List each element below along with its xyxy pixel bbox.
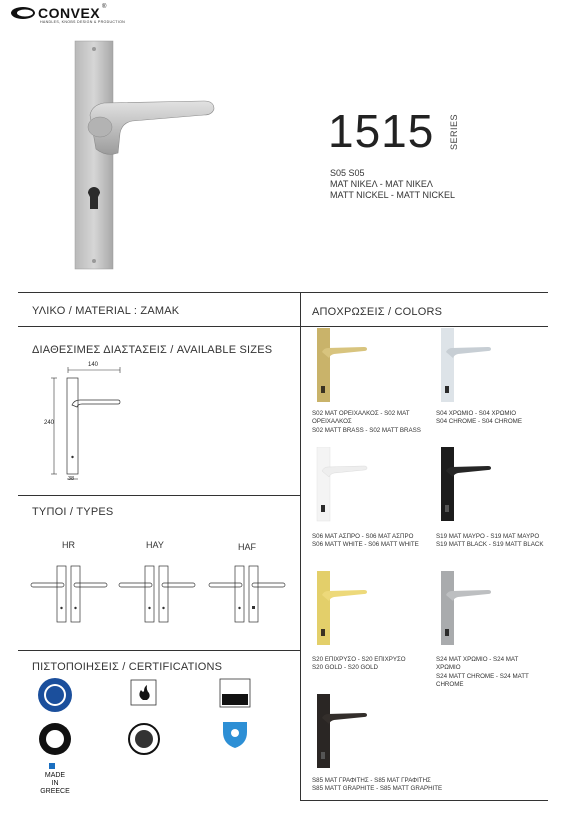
- made-line-3: GREECE: [40, 788, 70, 795]
- dim-width: 140: [88, 362, 99, 368]
- type-haf-drawing: [208, 556, 288, 626]
- handle-chrome-image: [436, 328, 506, 404]
- color-label-s06: [312, 533, 432, 550]
- material-heading: ΥΛΙΚΟ / MATERIAL : ZAMAK: [32, 305, 180, 317]
- brand-tagline: HANDLES, KNOBS DESIGN & PRODUCTION: [40, 20, 126, 24]
- made-line-2: IN: [51, 780, 59, 787]
- door-handle-illustration: [60, 35, 230, 275]
- color-swatch-s06: [312, 447, 382, 523]
- brand-registered: ®: [102, 4, 107, 10]
- durability-test-icon: [220, 679, 250, 707]
- divider-types: [18, 650, 300, 651]
- color-label-s02: [312, 410, 432, 435]
- color-label-s04: [436, 410, 556, 427]
- iso-badge-icon: [38, 678, 72, 712]
- brand-logo: [10, 4, 150, 26]
- color-swatch-s20: [312, 571, 382, 647]
- warranty-10-years-icon: [39, 723, 71, 755]
- color-label-line: S24 ΜΑΤ ΧΡΩΜΙΟ - S24 ΜΑΤ: [436, 656, 519, 663]
- type-hr-drawing: [30, 556, 110, 626]
- antibacterial-shield-icon: [223, 722, 247, 748]
- series-word: SERIES: [449, 113, 459, 150]
- color-label-line: S19 ΜΑΤ ΜΑΥΡΟ - S19 ΜΑΤ ΜΑΥΡΟ: [436, 533, 540, 540]
- handle-gold-image: [312, 571, 382, 647]
- color-label-line: S02 ΜΑΤ ΟΡΕΙΧΑΛΚΟΣ - S02 ΜΑΤ: [312, 410, 410, 417]
- color-label-line: S85 MATT GRAPHITE - S85 MATT GRAPHITE: [312, 785, 443, 793]
- color-label-s20: [312, 656, 432, 673]
- divider-bottom: [300, 800, 548, 801]
- handle-brass-image: [312, 328, 382, 404]
- made-line-1: MADE: [44, 772, 66, 779]
- handle-black-image: [436, 447, 506, 523]
- divider-material: [18, 326, 300, 327]
- divider-colors: [300, 326, 548, 327]
- finish-greek: ΜΑΤ ΝΙΚΕΛ - ΜΑΤ ΝΙΚΕΛ: [330, 179, 433, 189]
- color-swatch-s24: [436, 571, 506, 647]
- type-hay: [118, 538, 198, 623]
- color-label-s24: [436, 656, 556, 690]
- type-haf: [208, 538, 288, 623]
- brand-name: CONVEX: [38, 5, 101, 21]
- color-label-line: S02 MATT BRASS - S02 MATT BRASS: [312, 426, 421, 434]
- color-label-s19: [436, 533, 556, 550]
- fire-test-icon: [131, 680, 156, 705]
- color-label-line: S04 ΧΡΩΜΙΟ - S04 ΧΡΩΜΙΟ: [436, 410, 517, 417]
- type-hr: [30, 538, 110, 623]
- divider-top: [18, 292, 548, 293]
- finish-english: MATT NICKEL - MATT NICKEL: [330, 190, 456, 200]
- color-label-s85: [312, 777, 472, 794]
- product-image: [60, 35, 230, 275]
- color-label-line: CHROME: [436, 681, 464, 689]
- color-label-line: ΧΡΩΜΙΟ: [436, 664, 461, 672]
- dimension-diagram: [40, 362, 170, 487]
- color-label-line: S19 MATT BLACK - S19 MATT BLACK: [436, 541, 544, 549]
- color-label-line: S20 ΕΠΙΧΡΥΣΟ - S20 ΕΠΙΧΡΥΣΟ: [312, 656, 406, 663]
- types-heading: ΤΥΠΟΙ / TYPES: [32, 506, 114, 518]
- dim-plate: 38: [68, 476, 75, 482]
- color-label-line: S85 ΜΑΤ ΓΡΑΦΙΤΗΣ - S85 ΜΑΤ ΓΡΑΦΙΤΗΣ: [312, 777, 431, 784]
- certifications-heading: ΠΙΣΤΟΠΟΙΗΣΕΙΣ / CERTIFICATIONS: [32, 661, 223, 673]
- colors-heading: ΑΠΟΧΡΩΣΕΙΣ / COLORS: [312, 306, 443, 318]
- color-label-line: S20 GOLD - S20 GOLD: [312, 664, 379, 672]
- color-swatch-s19: [436, 447, 506, 523]
- type-label: HR: [62, 540, 75, 550]
- dim-height: 240: [44, 420, 55, 426]
- type-hay-drawing: [118, 556, 198, 626]
- handle-graphite-image: [312, 694, 382, 770]
- series-number: 1515: [328, 105, 435, 157]
- salt-spray-test-icon: [129, 724, 159, 754]
- color-swatch-s04: [436, 328, 506, 404]
- dimension-drawing: [40, 362, 170, 487]
- logo-icon: [10, 6, 36, 20]
- color-label-line: S04 CHROME - S04 CHROME: [436, 418, 522, 426]
- color-label-line: S24 MATT CHROME - S24 MATT: [436, 672, 529, 680]
- handle-white-image: [312, 447, 382, 523]
- divider-sizes: [18, 495, 300, 496]
- color-swatch-s85: [312, 694, 382, 770]
- certification-logos: [30, 676, 280, 801]
- divider-vertical: [300, 292, 301, 800]
- made-in-greece: [30, 772, 80, 796]
- greek-flag-icon: [49, 763, 55, 769]
- type-label: HAY: [146, 540, 164, 550]
- type-label: HAF: [238, 542, 256, 552]
- handle-matt-chrome-image: [436, 571, 506, 647]
- color-label-line: ΟΡΕΙΧΑΛΚΟΣ: [312, 418, 352, 426]
- sizes-heading: ΔΙΑΘΕΣΙΜΕΣ ΔΙΑΣΤΑΣΕΙΣ / AVAILABLE SIZES: [32, 344, 273, 356]
- product-code: S05 S05: [330, 168, 365, 178]
- color-label-line: S06 ΜΑΤ ΑΣΠΡΟ - S06 ΜΑΤ ΑΣΠΡΟ: [312, 533, 414, 540]
- color-swatch-s02: [312, 328, 382, 404]
- color-label-line: S06 MATT WHITE - S06 MATT WHITE: [312, 541, 419, 549]
